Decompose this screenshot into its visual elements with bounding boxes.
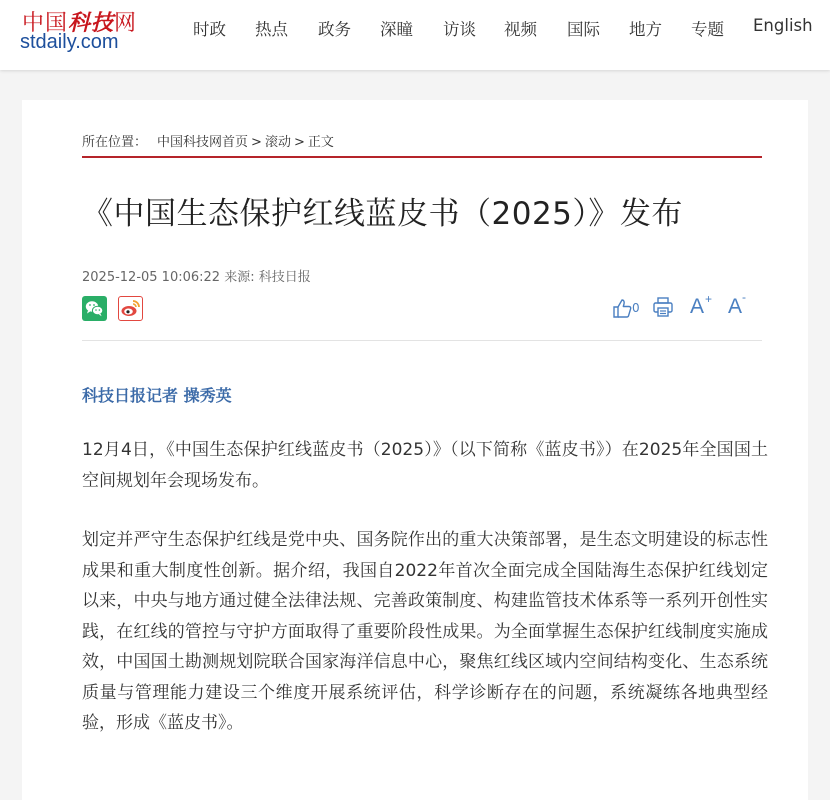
- article-source: 科技日报: [258, 270, 311, 285]
- font-increase-button[interactable]: [690, 292, 716, 320]
- font-increase-icon: A: [690, 295, 705, 318]
- font-decrease-icon: A: [728, 295, 743, 318]
- logo-text-part: 网: [114, 11, 138, 36]
- nav-item-zhengwu[interactable]: 政务: [318, 20, 351, 39]
- article-title: 《中国生态保护红线蓝皮书（2025）》发布: [82, 196, 683, 232]
- font-decrease-button[interactable]: [728, 290, 754, 320]
- logo-text-part: 中国: [22, 11, 69, 36]
- like-count: 0: [632, 301, 640, 315]
- wechat-icon: [82, 296, 107, 321]
- print-button[interactable]: [652, 296, 676, 320]
- breadcrumb-separator: >: [293, 135, 305, 150]
- article-card: [22, 100, 808, 800]
- thumbs-up-icon: [612, 297, 632, 319]
- nav-item-shizheng[interactable]: 时政: [193, 20, 226, 39]
- nav-item-shipin[interactable]: 视频: [504, 20, 537, 39]
- breadcrumb: [82, 131, 334, 150]
- wechat-share-button[interactable]: [82, 296, 107, 321]
- logo-text-part: 科技: [68, 10, 115, 36]
- breadcrumb-separator: >: [251, 135, 262, 150]
- article-datetime: 2025-12-05 10:06:22: [82, 270, 221, 285]
- article-author: 科技日报记者 操秀英: [82, 386, 232, 405]
- nav-item-redian[interactable]: 热点: [255, 20, 288, 39]
- nav-item-english[interactable]: English: [753, 16, 813, 35]
- like-button[interactable]: [612, 296, 642, 320]
- site-header: [0, 0, 830, 70]
- nav-item-shentong[interactable]: 深瞳: [380, 20, 413, 39]
- minus-sign: -: [742, 290, 746, 304]
- breadcrumb-label: 所在位置：: [82, 135, 148, 150]
- source-label: 来源:: [224, 270, 255, 285]
- header-divider: [82, 340, 762, 341]
- title-rule: [82, 156, 762, 158]
- weibo-share-button[interactable]: [118, 296, 143, 321]
- article-paragraph: 划定并严守生态保护红线是党中央、国务院作出的重大决策部署，是生态文明建设的标志性成果和重大制度性创新。据介绍，我国自2022年首次全面完成全国陆海生态保护红线划定以来，中央与地方通过健全法律法规、完善政策制度、构建监管技术体系等一系列开创性实践，在红线的管控与守护方面取得了重要阶段性成果。为全面掌握生态保护红线制度实施成效，中国国土勘测规划院联合国家海洋信息中心，聚焦红线区域内空间结构变化、生态系统质量与管理能力建设三个维度开展系统评估，科学诊断存在的问题，系统凝练各地典型经验，形成《蓝皮书》。: [82, 530, 768, 733]
- logo-english: stdaily.com: [20, 31, 119, 53]
- nav-item-zhuanti[interactable]: 专题: [691, 20, 724, 39]
- plus-sign: +: [705, 292, 713, 306]
- site-logo[interactable]: [20, 4, 150, 56]
- breadcrumb-section-link[interactable]: 滚动: [264, 135, 291, 150]
- nav-item-fangtan[interactable]: 访谈: [443, 20, 476, 39]
- nav-item-guoji[interactable]: 国际: [567, 20, 600, 39]
- print-icon: [652, 296, 674, 318]
- article-paragraph: 12月4日，《中国生态保护红线蓝皮书（2025）》（以下简称《蓝皮书》）在2025年全国国土空间规划年会现场发布。: [82, 440, 768, 491]
- article-meta: [82, 266, 311, 285]
- breadcrumb-home-link[interactable]: 中国科技网首页: [157, 135, 249, 150]
- weibo-icon: [119, 297, 142, 320]
- nav-item-difang[interactable]: 地方: [629, 20, 662, 39]
- breadcrumb-current: 正文: [307, 135, 334, 150]
